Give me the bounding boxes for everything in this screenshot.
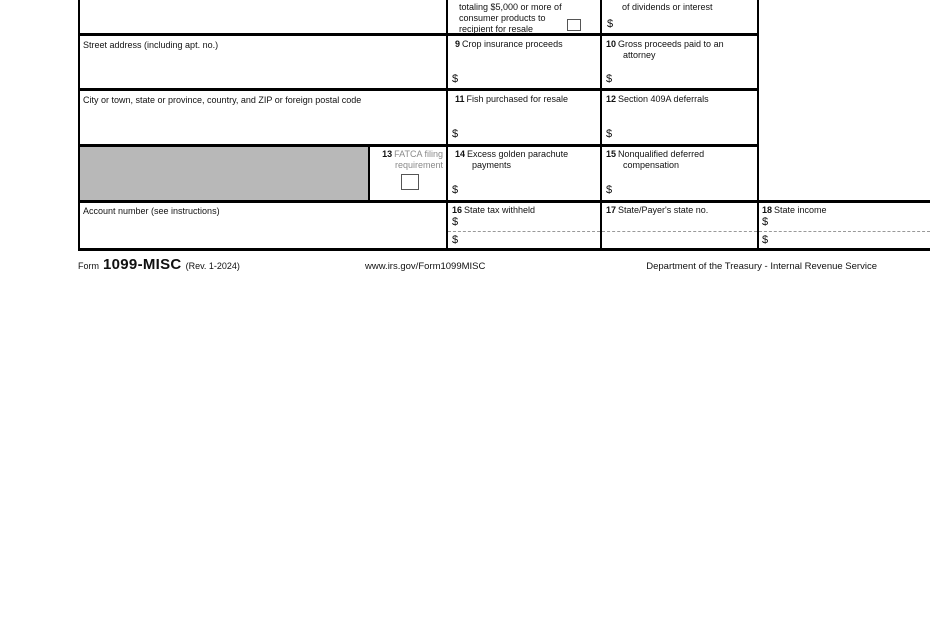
box14-number: 14 — [455, 149, 466, 159]
box13-label-line1 — [370, 149, 443, 160]
box7-direct-sales-checkbox[interactable] — [567, 19, 581, 31]
box13-text-line1: FATCA filing — [394, 149, 443, 159]
box9-number: 9 — [455, 39, 461, 49]
box7-continuation-line-3: recipient for resale — [459, 24, 534, 34]
border-right-line — [757, 0, 759, 251]
box13-number: 13 — [382, 149, 393, 159]
box11-amount-field[interactable]: $ — [452, 128, 459, 140]
box15-label — [606, 149, 704, 160]
box14-text-line1: Excess golden parachute — [467, 149, 569, 159]
box10-text-line1: Gross proceeds paid to an — [618, 39, 724, 49]
shaded-cell — [80, 147, 368, 200]
box9-amount-field[interactable]: $ — [452, 73, 459, 85]
box10-label — [606, 39, 724, 50]
box11-label — [455, 94, 568, 105]
column-divider-line-1 — [446, 0, 448, 251]
border-bottom-line — [78, 248, 930, 251]
box8-continuation: of dividends or interest — [622, 2, 713, 12]
box15-number: 15 — [606, 149, 617, 159]
footer-form-word: Form — [78, 261, 99, 271]
row-divider-line-4 — [78, 200, 930, 203]
box13-fatca-checkbox[interactable] — [401, 174, 419, 190]
box17-number: 17 — [606, 205, 617, 215]
box12-label — [606, 94, 709, 105]
box16-amount-field-top[interactable]: $ — [452, 216, 459, 228]
box9-text: Crop insurance proceeds — [462, 39, 563, 49]
footer-irs-url: www.irs.gov/Form1099MISC — [365, 261, 486, 272]
box15-text-line1: Nonqualified deferred — [618, 149, 705, 159]
box16-dashed-rule — [448, 231, 600, 232]
box11-text: Fish purchased for resale — [466, 94, 569, 104]
box7-continuation-line-1: totaling $5,000 or more of — [459, 2, 562, 12]
box16-number: 16 — [452, 205, 463, 215]
box10-number: 10 — [606, 39, 617, 49]
box12-number: 12 — [606, 94, 617, 104]
box18-amount-field-top[interactable]: $ — [762, 216, 769, 228]
city-town-label: City or town, state or province, country, and ZIP or foreign postal code — [83, 95, 362, 105]
box16-label — [452, 205, 535, 216]
city-town-field[interactable] — [80, 107, 444, 142]
box18-label — [762, 205, 827, 216]
box16-amount-field-bottom[interactable]: $ — [452, 234, 459, 246]
box14-text-line2: payments — [472, 160, 512, 170]
street-address-field[interactable] — [80, 52, 444, 87]
footer-form-revision: (Rev. 1-2024) — [185, 261, 240, 271]
box16-text: State tax withheld — [464, 205, 536, 215]
box15-amount-field[interactable]: $ — [606, 184, 613, 196]
recipient-name-area[interactable] — [80, 0, 444, 33]
row-divider-line-1 — [78, 33, 759, 36]
footer-form-number: 1099-MISC — [103, 256, 182, 273]
box12-text: Section 409A deferrals — [618, 94, 709, 104]
box17-entry-field[interactable] — [602, 213, 757, 246]
box8-amount-field[interactable]: $ — [607, 18, 614, 30]
box18-number: 18 — [762, 205, 773, 215]
account-number-field[interactable] — [80, 218, 444, 246]
box18-text: State income — [774, 205, 827, 215]
box12-amount-field[interactable]: $ — [606, 128, 613, 140]
box9-label — [455, 39, 563, 50]
box18-dashed-rule — [759, 231, 930, 232]
box13-text-line2: requirement — [394, 160, 443, 170]
footer-form-id — [78, 256, 240, 273]
box15-text-line2: compensation — [623, 160, 680, 170]
box11-number: 11 — [455, 94, 465, 104]
box10-amount-field[interactable]: $ — [606, 73, 613, 85]
box7-continuation-line-2: consumer products to — [459, 13, 546, 23]
box14-label — [455, 149, 568, 160]
box18-amount-field-bottom[interactable]: $ — [762, 234, 769, 246]
box14-amount-field[interactable]: $ — [452, 184, 459, 196]
box17-text: State/Payer's state no. — [618, 205, 709, 215]
account-number-label: Account number (see instructions) — [83, 206, 220, 216]
row-divider-line-2 — [78, 88, 759, 91]
box10-text-line2: attorney — [623, 50, 656, 60]
street-address-label: Street address (including apt. no.) — [83, 40, 219, 50]
footer-agency: Department of the Treasury - Internal Revenue Service — [646, 261, 877, 272]
